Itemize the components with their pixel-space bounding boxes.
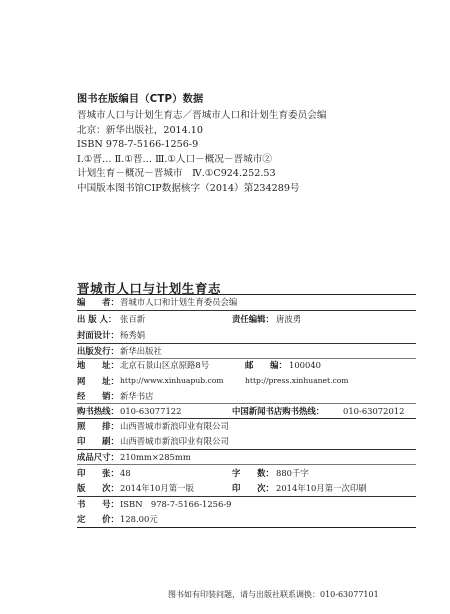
editor-label: 编 者： bbox=[77, 297, 119, 307]
order-hotline-value: 010-63077122 bbox=[120, 406, 182, 416]
impression-value: 2014年10月第一次印刷 bbox=[276, 483, 367, 493]
price-label: 定 价： bbox=[77, 514, 119, 524]
price-value: 128.00元 bbox=[120, 514, 158, 524]
divider bbox=[77, 403, 416, 404]
order-hotline-label: 购书热线： bbox=[77, 406, 119, 416]
responsible-editor-label: 责任编辑： bbox=[232, 314, 274, 324]
distributor-row bbox=[77, 345, 416, 357]
isbn-label: 书 号： bbox=[77, 499, 119, 509]
news-hotline-label: 中国新闻书店购书热线： bbox=[232, 406, 325, 416]
divider bbox=[77, 343, 416, 344]
address-label: 地 址： bbox=[77, 360, 119, 370]
cip-line: ISBN 978-7-5166-1256-9 bbox=[77, 139, 199, 151]
cover-design-label: 封面设计： bbox=[77, 330, 119, 340]
website-link[interactable]: http://www.xinhuapub.com bbox=[120, 376, 224, 385]
sales-label: 经 销： bbox=[77, 391, 119, 401]
impression-label: 印 次： bbox=[232, 483, 274, 493]
cover-design-row bbox=[77, 329, 416, 341]
divider bbox=[77, 464, 416, 465]
website-label: 网 址： bbox=[77, 376, 119, 386]
sheets-label: 印 张： bbox=[77, 468, 119, 478]
price-row bbox=[77, 513, 416, 525]
printing-label: 印 刷： bbox=[77, 436, 119, 446]
publisher-value: 张百新 bbox=[120, 314, 146, 324]
website-link-2[interactable]: http://press.xinhuanet.com bbox=[245, 376, 349, 385]
printing-row bbox=[77, 435, 416, 447]
divider bbox=[77, 294, 416, 295]
word-count-label: 字 数： bbox=[232, 468, 274, 478]
address-row bbox=[77, 359, 416, 371]
typesetting-label: 照 排： bbox=[77, 421, 119, 431]
sales-row bbox=[77, 390, 416, 402]
divider bbox=[77, 496, 416, 497]
size-row bbox=[77, 451, 416, 463]
publisher-label: 出 版 人： bbox=[77, 314, 117, 324]
printing-value: 山西晋城市新浪印业有限公司 bbox=[120, 436, 229, 446]
cip-line: 中国版本图书馆CIP数据核字（2014）第234289号 bbox=[77, 182, 300, 194]
divider bbox=[77, 527, 416, 528]
news-hotline-value: 010-63072012 bbox=[343, 406, 405, 416]
return-notice: 图书如有印装问题，请与出版社联系调换：010-63077101 bbox=[168, 590, 379, 599]
size-value: 210mm×285mm bbox=[120, 452, 191, 462]
cover-design-value: 杨秀娟 bbox=[120, 330, 146, 340]
postcode-label: 邮 编： bbox=[245, 360, 287, 370]
word-count-value: 880千字 bbox=[276, 468, 309, 478]
editor-row bbox=[77, 296, 416, 308]
postcode-value: 100040 bbox=[289, 360, 321, 370]
website-row bbox=[77, 375, 416, 387]
hotline-row bbox=[77, 405, 416, 417]
sheets-row bbox=[77, 467, 416, 479]
cip-line: 计划生育－概况－晋城市 Ⅳ.①C924.252.53 bbox=[77, 168, 276, 180]
divider bbox=[77, 310, 416, 311]
cip-title: 图书在版编目（CTP）数据 bbox=[77, 94, 204, 105]
typesetting-row bbox=[77, 420, 416, 432]
distributor-label: 出版发行： bbox=[77, 346, 119, 356]
cip-block bbox=[77, 91, 437, 197]
publisher-row bbox=[77, 313, 416, 325]
divider bbox=[77, 418, 416, 419]
isbn-row bbox=[77, 498, 416, 510]
book-title: 晋城市人口与计划生育志 bbox=[77, 281, 222, 296]
divider bbox=[77, 449, 416, 450]
address-value: 北京石景山区京原路8号 bbox=[120, 360, 210, 370]
edition-value: 2014年10月第一版 bbox=[120, 483, 194, 493]
edition-row bbox=[77, 482, 416, 494]
editor-value: 晋城市人口和计划生育委员会编 bbox=[120, 297, 238, 307]
cip-line: 北京：新华出版社，2014.10 bbox=[77, 124, 204, 136]
cip-line: 晋城市人口与计划生育志／晋城市人口和计划生育委员会编 bbox=[77, 110, 327, 121]
isbn-value: ISBN 978-7-5166-1256-9 bbox=[120, 499, 232, 509]
edition-label: 版 次： bbox=[77, 483, 119, 493]
cip-line: Ⅰ.①晋… Ⅱ.①晋… Ⅲ.①人口－概况－晋城市② bbox=[77, 153, 272, 165]
responsible-editor-value: 唐波勇 bbox=[276, 314, 302, 324]
sales-value: 新华书店 bbox=[120, 391, 154, 401]
size-label: 成品尺寸： bbox=[77, 452, 119, 462]
distributor-value: 新华出版社 bbox=[120, 346, 162, 356]
typesetting-value: 山西晋城市新浪印业有限公司 bbox=[120, 421, 229, 431]
sheets-value: 48 bbox=[120, 468, 131, 478]
